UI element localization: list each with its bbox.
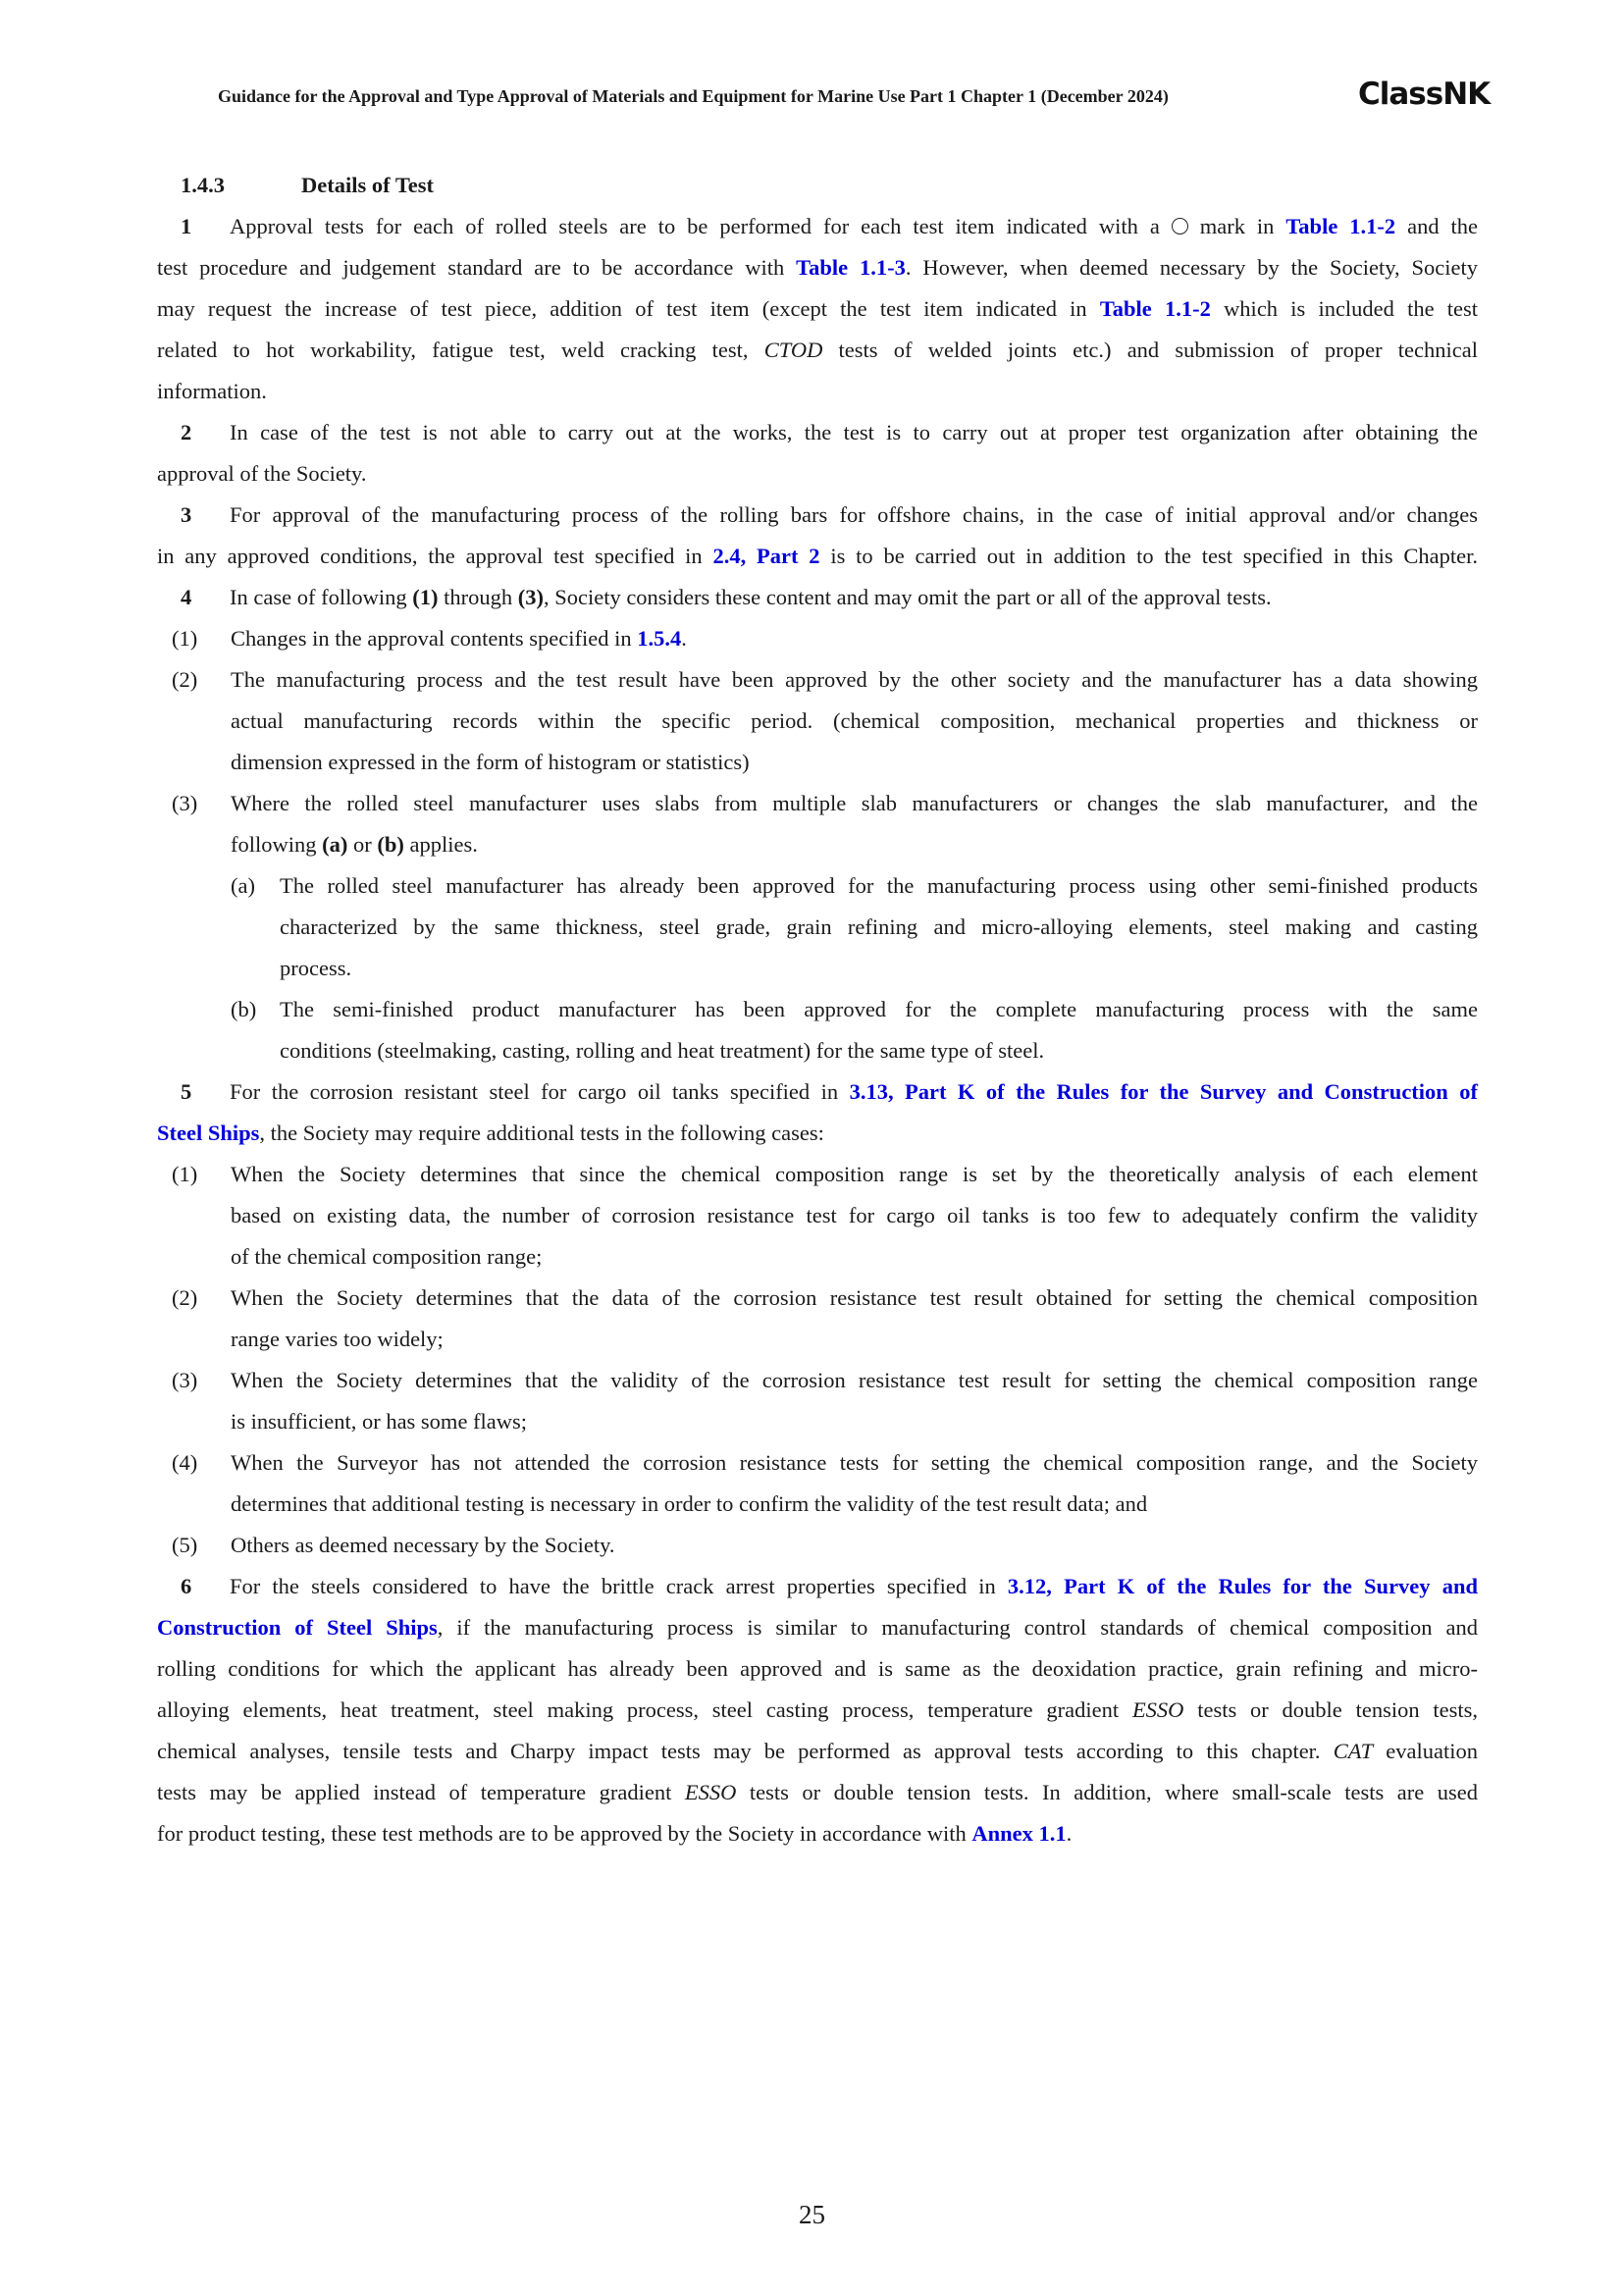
list-item: (4) When the Surveyor has not attended the corrosion resistance tests for setting the chemical composition range, and the Society [157, 1442, 1478, 1484]
list-item-label: (3) [172, 1368, 198, 1392]
paragraph-1-line-3: may request the increase of test piece, addition of test item (except the test item indicated in Table 1.1-2 which is included the test [157, 296, 1479, 321]
paragraph-6-line-4: alloying elements, heat treatment, steel making process, steel casting process, temperature gradient ESSO tests or double tension tests, [157, 1697, 1479, 1722]
part-k-section-3-12-link[interactable]: 3.12, Part K of the Rules for the Survey and [1007, 1574, 1478, 1598]
list-item: (3) Where the rolled steel manufacturer uses slabs from multiple slab manufacturers or changes the slab manufacturer, and the [157, 783, 1478, 824]
list-item-continuation: based on existing data, the number of corrosion resistance test for cargo oil tanks is too few to adequately confirm the validity [231, 1203, 1478, 1227]
section-number: 1.4.3 [181, 173, 225, 197]
list-item-continuation: of the chemical composition range; [231, 1244, 543, 1269]
page-number: 25 [799, 2200, 825, 2229]
list-item-continuation: is insufficient, or has some flaws; [231, 1409, 528, 1434]
list-item-label: (4) [172, 1450, 198, 1475]
list-item-continuation: actual manufacturing records within the specific period. (chemical composition, mechanical properties and thickness or [231, 708, 1478, 733]
sub-list-item: (a) The rolled steel manufacturer has already been approved for the manufacturing process using other semi-finished products [157, 865, 1478, 907]
paragraph-6-line-1: 6 For the steels considered to have the brittle crack arrest properties specified in 3.12, Part K of the Rules for the Survey and [157, 1566, 1478, 1607]
list-item: (5) Others as deemed necessary by the Society. [157, 1525, 1478, 1566]
paragraph-number: 6 [181, 1574, 192, 1598]
paragraph-2-line-2: approval of the Society. [157, 461, 367, 486]
steel-ships-rules-link[interactable]: Construction of Steel Ships [157, 1615, 438, 1640]
paragraph-5-line-2: Steel Ships, the Society may require additional tests in the following cases: [157, 1121, 824, 1145]
list-item-label: (5) [172, 1533, 198, 1557]
paragraph-3-line-2: in any approved conditions, the approval test specified in 2.4, Part 2 is to be carried out in addition to the test specified in this Chapter. [157, 544, 1479, 568]
page-header [218, 77, 1491, 120]
annex-1-1-link[interactable]: Annex 1.1 [971, 1821, 1067, 1846]
list-item-continuation: dimension expressed in the form of histogram or statistics) [231, 750, 750, 774]
part-2-section-2-4-link[interactable]: 2.4, Part 2 [712, 544, 820, 568]
paragraph-6-line-6: tests may be applied instead of temperature gradient ESSO tests or double tension tests. In addition, where small-scale tests are used [157, 1780, 1479, 1804]
paragraph-4-line-1: 4 In case of following (1) through (3), Society considers these content and may omit the part or all of the approval tests. [157, 577, 1478, 618]
paragraph-2-line-1: 2 In case of the test is not able to carry out at the works, the test is to carry out at proper test organization after obtaining the [157, 412, 1478, 453]
sub-list-item-continuation: process. [280, 956, 352, 980]
paragraph-number: 5 [181, 1079, 192, 1104]
paragraph-number: 3 [181, 502, 192, 527]
sub-list-item-continuation: conditions (steelmaking, casting, rolling and heat treatment) for the same type of steel. [280, 1038, 1045, 1063]
paragraph-6-line-2: Construction of Steel Ships, if the manufacturing process is similar to manufacturing control standards of chemical composition and [157, 1615, 1478, 1640]
section-title: Details of Test [301, 173, 434, 197]
paragraph-1-line-4: related to hot workability, fatigue test, weld cracking test, CTOD tests of welded joints etc.) and submission of proper technical [157, 338, 1478, 362]
paragraph-1-line-1: 1 Approval tests for each of rolled steels are to be performed for each test item indicated with a mark in Table 1.1-2 and the [157, 206, 1478, 247]
sub-list-item: (b) The semi-finished product manufacturer has been approved for the complete manufacturing process with the same [157, 989, 1478, 1030]
paragraph-6-line-5: chemical analyses, tensile tests and Charpy impact tests may be performed as approval tests according to this chapter. CAT evaluation [157, 1739, 1478, 1763]
paragraph-number: 4 [181, 585, 192, 609]
list-item-label: (1) [172, 626, 198, 651]
paragraph-1-line-2: test procedure and judgement standard are to be accordance with Table 1.1-3. However, when deemed necessary by the Society, Society [157, 255, 1479, 280]
list-item-label: (1) [172, 1162, 198, 1186]
list-item-continuation: following (a) or (b) applies. [231, 832, 478, 857]
steel-ships-rules-link[interactable]: Steel Ships [157, 1121, 260, 1145]
list-item: (1) Changes in the approval contents specified in 1.5.4. [157, 618, 1478, 659]
list-item: (1) When the Society determines that since the chemical composition range is set by the theoretically analysis of each element [157, 1154, 1478, 1195]
list-item: (2) When the Society determines that the data of the corrosion resistance test result obtained for setting the chemical composition [157, 1278, 1478, 1319]
sub-list-item-label: (a) [231, 873, 255, 898]
paragraph-6-line-3: rolling conditions for which the applicant has already been approved and is same as the deoxidation practice, grain refining and micro- [157, 1656, 1478, 1681]
list-item: (2) The manufacturing process and the test result have been approved by the other society and the manufacturer has a data showing [157, 659, 1478, 701]
list-item-continuation: determines that additional testing is necessary in order to confirm the validity of the test result data; and [231, 1491, 1148, 1516]
paragraph-number: 1 [181, 214, 192, 238]
table-1-1-2-link[interactable]: Table 1.1-2 [1099, 296, 1211, 321]
header-title: Guidance for the Approval and Type Approval of Materials and Equipment for Marine Use Part 1 Chapter 1 (December 2024) [218, 86, 1169, 106]
classnk-logo: ClassNK [1358, 77, 1491, 112]
paragraph-6-line-7: for product testing, these test methods are to be approved by the Society in accordance with Annex 1.1. [157, 1821, 1073, 1846]
list-item-continuation: range varies too widely; [231, 1327, 444, 1351]
document-body [157, 165, 1478, 1854]
list-item-label: (3) [172, 791, 198, 815]
circle-mark-icon [1172, 218, 1188, 235]
paragraph-5-line-1: 5 For the corrosion resistant steel for cargo oil tanks specified in 3.13, Part K of the Rules for the Survey and Construction of [157, 1071, 1478, 1113]
paragraph-number: 2 [181, 420, 192, 444]
sub-list-item-continuation: characterized by the same thickness, steel grade, grain refining and micro-alloying elements, steel making and casting [280, 914, 1478, 939]
sub-list-item-label: (b) [231, 997, 257, 1021]
section-heading [157, 165, 1478, 206]
paragraph-3-line-1: 3 For approval of the manufacturing process of the rolling bars for offshore chains, in the case of initial approval and/or changes [157, 495, 1478, 536]
table-1-1-3-link[interactable]: Table 1.1-3 [796, 255, 906, 280]
list-item-label: (2) [172, 667, 198, 692]
list-item-label: (2) [172, 1285, 198, 1310]
section-1-5-4-link[interactable]: 1.5.4 [637, 626, 682, 651]
part-k-section-3-13-link[interactable]: 3.13, Part K of the Rules for the Survey and Construction of [849, 1079, 1479, 1104]
list-item: (3) When the Society determines that the validity of the corrosion resistance test result for setting the chemical composition range [157, 1360, 1478, 1401]
paragraph-1-line-5: information. [157, 379, 267, 403]
table-1-1-2-link[interactable]: Table 1.1-2 [1285, 214, 1396, 238]
